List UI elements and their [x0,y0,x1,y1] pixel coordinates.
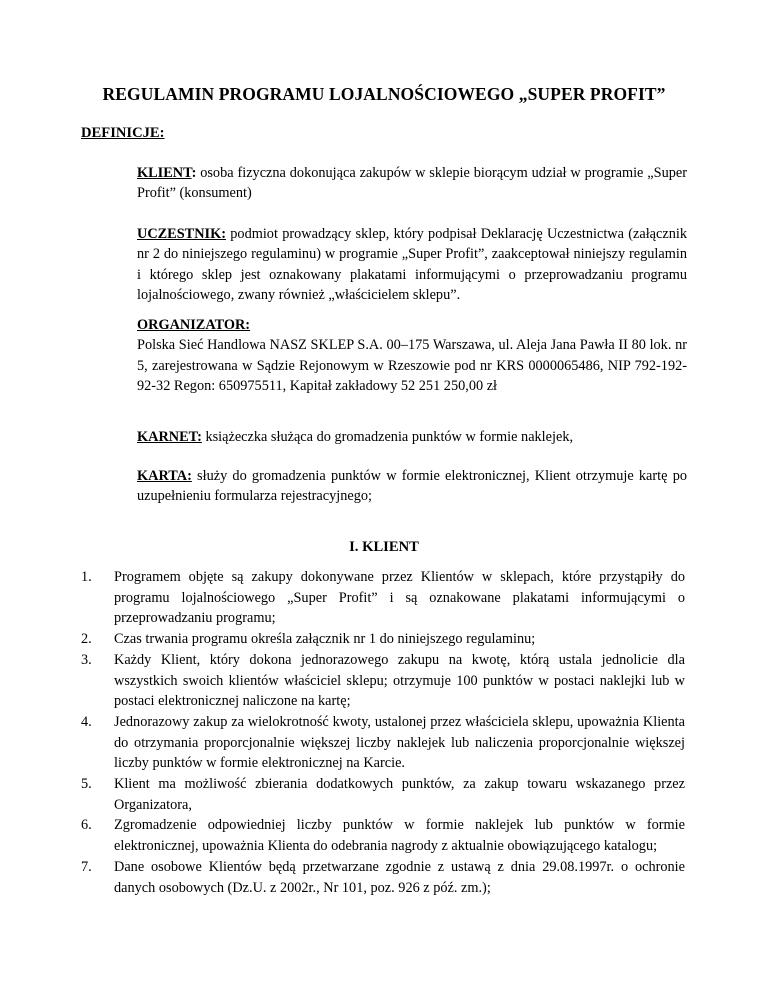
definition-text: służy do gromadzenia punktów w formie elektronicznej, Klient otrzymuje kartę po uzupełnieniu formularza rejestracyjnego; [137,468,687,505]
list-item-number: 1. [81,569,92,585]
definition-term: KLIENT [137,165,192,181]
definition-term: ORGANIZATOR: [137,317,251,333]
list-item-text: Czas trwania programu określa załącznik nr 1 do niniejszego regulaminu; [114,631,536,648]
list-item-text: Każdy Klient, który dokona jednorazowego zakupu na kwotę, którą ustala jednolicie dla wszystkich swoich klientów właściciel sklepu; otrzymuje 100 punktów w postaci naklejki lub w postaci elektronicznej naliczone na kartę; [114,651,685,710]
definition-term: KARTA: [137,468,192,484]
definition-klient [137,163,687,204]
list-item [81,567,685,629]
list-item-number: 6. [81,817,92,834]
list-item [81,857,685,898]
list-item-number: 5. [81,776,92,793]
list-item [81,712,685,774]
list-item-text: Programem objęte są zakupy dokonywane przez Klientów w sklepach, które przystąpiły do programu lojalnościowego „Super Profit” i są oznakowane plakatami informującymi o przeprowadzaniu programu; [114,569,685,627]
definition-term: UCZESTNIK: [137,226,226,242]
rules-list [81,567,685,898]
list-item-number: 2. [81,631,92,648]
definition-colon: : [191,165,197,181]
list-item [81,815,685,856]
list-item-text: Dane osobowe Klientów będą przetwarzane zgodnie z ustawą z dnia 29.08.1997r. o ochronie danych osobowych (Dz.U. z 2002r., Nr 101, poz. 926 z póź. zm.); [114,858,685,896]
definition-text: podmiot prowadzący sklep, który podpisał Deklarację Uczestnictwa (załącznik nr 2 do niniejszego regulaminu) w programie „Super Profit”, zaakceptował niniejszy regulamin i którego sklep jest oznakowany plakatami informującymi o przeprowadzaniu programu lojalnościowego, zwany również „właścicielem sklepu”. [137,226,687,304]
list-item-number: 7. [81,858,92,875]
definition-text: książeczka służąca do gromadzenia punktów w formie naklejek, [201,429,574,445]
definition-karnet [137,427,687,447]
list-item-text: Zgromadzenie odpowiedniej liczby punktów w formie naklejek lub punktów w formie elektronicznej, upoważnia Klienta do odebrania nagrody z aktualnie obowiązującego katalogu; [114,817,685,855]
list-item-number: 4. [81,713,92,730]
section-title: I. KLIENT [349,539,419,555]
list-item [81,650,685,712]
definition-text: osoba fizyczna dokonująca zakupów w sklepie biorącym udział w programie „Super Profit” (konsument) [137,165,687,202]
list-item-text: Jednorazowy zakup za wielokrotność kwoty, ustalonej przez właściciela sklepu, upoważnia Klienta do otrzymania proporcjonalnie większej liczby naklejek lub naliczenia proporcjonalnie większej liczby punktów w formie elektronicznej na Karcie. [114,713,685,772]
definition-text: Polska Sieć Handlowa NASZ SKLEP S.A. 00–175 Warszawa, ul. Aleja Jana Pawła II 80 lok. nr 5, zarejestrowana w Sądzie Rejonowym w Rzeszowie pod nr KRS 0000065486, NIP 792-192-92-32 Regon: 650975511, Kapitał zakładowy 52 251 250,00 zł [137,337,687,395]
definition-term: KARNET: [137,429,202,445]
list-item [81,629,685,650]
list-item-text: Klient ma możliwość zbierania dodatkowych punktów, za zakup towaru wskazanego przez Organizatora, [114,776,685,813]
document-title: REGULAMIN PROGRAMU LOJALNOŚCIOWEGO „SUPER PROFIT” [102,84,666,104]
list-item [81,774,685,815]
definition-karta [137,466,687,507]
definitions-heading: DEFINICJE: [81,125,165,141]
list-item-number: 3. [81,651,92,668]
definition-organizator [137,315,687,397]
definition-uczestnik [137,224,687,306]
